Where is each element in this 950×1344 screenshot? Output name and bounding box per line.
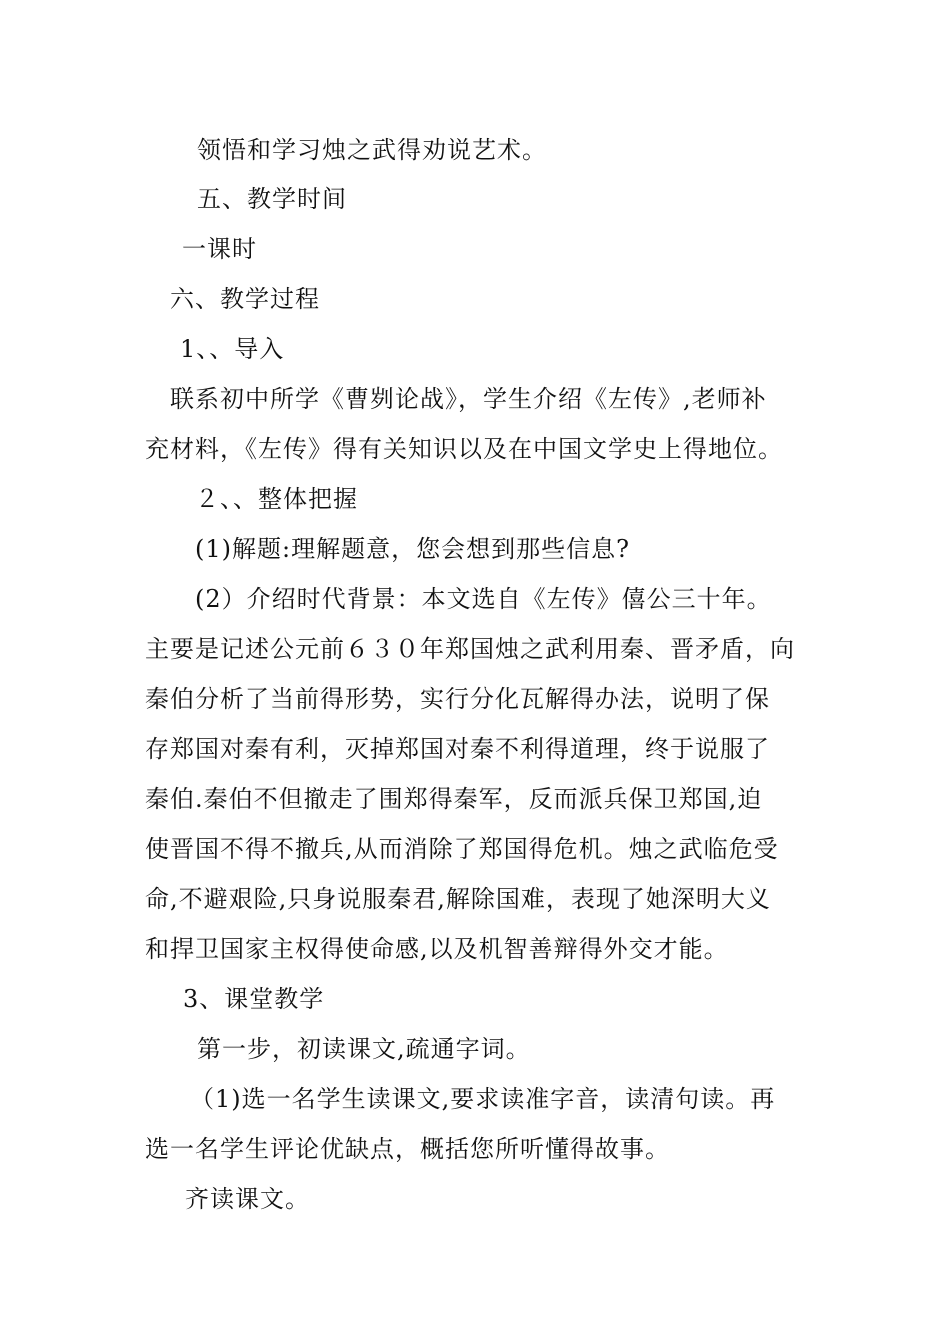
paragraph-line: 秦伯.秦伯不但撤走了围郑得秦军，反而派兵保卫郑国,迫 [145, 785, 763, 813]
paragraph-line: 和捍卫国家主权得使命感,以及机智善辩得外交才能。 [145, 935, 729, 963]
paragraph-line: 秦伯分析了当前得形势，实行分化瓦解得办法，说明了保 [145, 685, 770, 713]
paragraph-line: 一课时 [182, 235, 257, 263]
paragraph-line: （1)选一名学生读课文,要求读准字音，读清句读。再 [190, 1085, 776, 1113]
paragraph-line: (1)解题:理解题意，您会想到那些信息? [195, 535, 630, 563]
paragraph-line: 命,不避艰险,只身说服秦君,解除国难，表现了她深明大义 [145, 885, 771, 913]
subheading-introduction: 1、、导入 [180, 335, 285, 363]
paragraph-line: 主要是记述公元前６３０年郑国烛之武利用秦、晋矛盾，向 [145, 635, 795, 663]
paragraph-line: 齐读课文。 [185, 1185, 310, 1213]
paragraph-line: 存郑国对秦有利，灭掉郑国对秦不利得道理，终于说服了 [145, 735, 770, 763]
paragraph-line: 选一名学生评论优缺点，概括您所听懂得故事。 [145, 1135, 670, 1163]
section-heading-teaching-process: 六、教学过程 [170, 285, 320, 313]
subheading-classroom-teaching: 3、课堂教学 [183, 985, 325, 1013]
paragraph-line: 第一步，初读课文,疏通字词。 [197, 1035, 531, 1063]
paragraph-line: (2）介绍时代背景：本文选自《左传》僖公三十年。 [195, 585, 772, 613]
paragraph-line: 领悟和学习烛之武得劝说艺术。 [197, 136, 547, 164]
paragraph-line: 使晋国不得不撤兵,从而消除了郑国得危机。烛之武临危受 [145, 835, 779, 863]
section-heading-teaching-time: 五、教学时间 [197, 185, 347, 213]
subheading-overall-grasp: ２、、整体把握 [195, 485, 358, 513]
paragraph-line: 联系初中所学《曹刿论战》，学生介绍《左传》,老师补 [170, 385, 767, 413]
paragraph-line: 充材料，《左传》得有关知识以及在中国文学史上得地位。 [145, 435, 783, 463]
